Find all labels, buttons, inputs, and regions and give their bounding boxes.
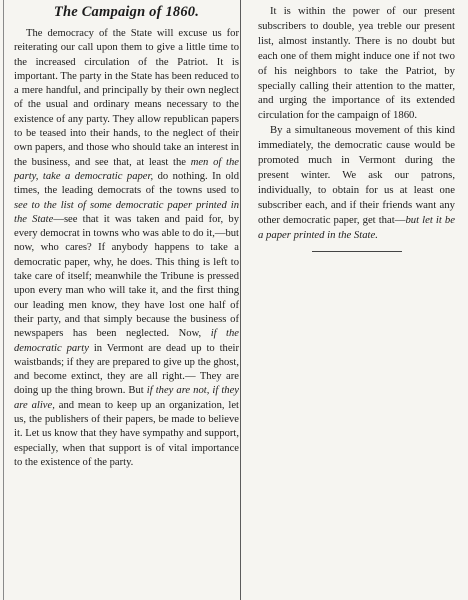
- article-paragraph: [14, 27, 239, 470]
- end-rule: [312, 251, 402, 252]
- right-column: [258, 4, 455, 252]
- paragraph-text: The democracy of the State will excuse us for reiterating our call upon them to give a little time to the increased circulation of the Patriot. It is important. The party in the State has been reduced to a mere handful, and principally by their own neglect of the usual and ordinary means necessary to the existence of any party. They allow republican papers to be teased into their hands, to the neglect of their own papers, and those who should take an interest in the business, and see that, at least the: [14, 28, 239, 168]
- paragraph-text: do nothing. In old times, the leading democrats of the towns used to: [14, 170, 239, 197]
- article-paragraph: It is within the power of our present subscribers to double, yea treble our present list, almost instantly. There is no doubt but each one of them might induce one if not two of his neighbors to take the Patriot, by specially calling their attention to the matter, and urging the importance of its extended circulation for the campaign of 1860.: [258, 5, 455, 122]
- paragraph-text: By a simultaneous movement of this kind immediately, the democratic cause would be promoted much in Vermont during the present winter. We ask our patrons, individually, to obtain for us at least one subscriber each, and if their friends want any other democratic paper, get that—: [258, 124, 455, 226]
- emphasis-text: see to the list of some democratic paper printed in the State: [14, 199, 239, 225]
- paragraph-text: and mean to keep up an organization, let us, the publishers of their papers, be made to believe it. Let us know that they have sympathy and support, especially, when that support is of vital importance to the existence of the party.: [14, 399, 239, 468]
- column-rule: [240, 0, 241, 600]
- paragraph-text: —see that it was taken and paid for, by every democrat in towns who was able to do it,—but now, who cares? If anybody happens to take a democratic paper, why, he does. This thing is left to take care of itself; meanwhile the Tribune is pressed upon every man who will take it, and the first thing our leading men know, they have lost one half of their party, and that simply because the business of newspapers has been neglected. Now,: [14, 213, 240, 340]
- article-headline: The Campaign of 1860.: [53, 4, 200, 20]
- emphasis-text: but let it be a paper printed in the State.: [258, 213, 455, 241]
- emphasis-text: if they are not, if they are alive,: [14, 385, 239, 411]
- article-paragraph: [258, 123, 455, 242]
- page-edge-rule: [3, 0, 4, 600]
- emphasis-text: men of the party, take a democratic paper,: [14, 156, 239, 182]
- paragraph-text: in Vermont are dead up to their waistbands; if they are prepared to give up the ghost, and become extinct, they are all right.— They are doing up the thing brown. But: [14, 342, 240, 397]
- emphasis-text: if the democratic party: [14, 328, 239, 354]
- left-column: [14, 0, 239, 470]
